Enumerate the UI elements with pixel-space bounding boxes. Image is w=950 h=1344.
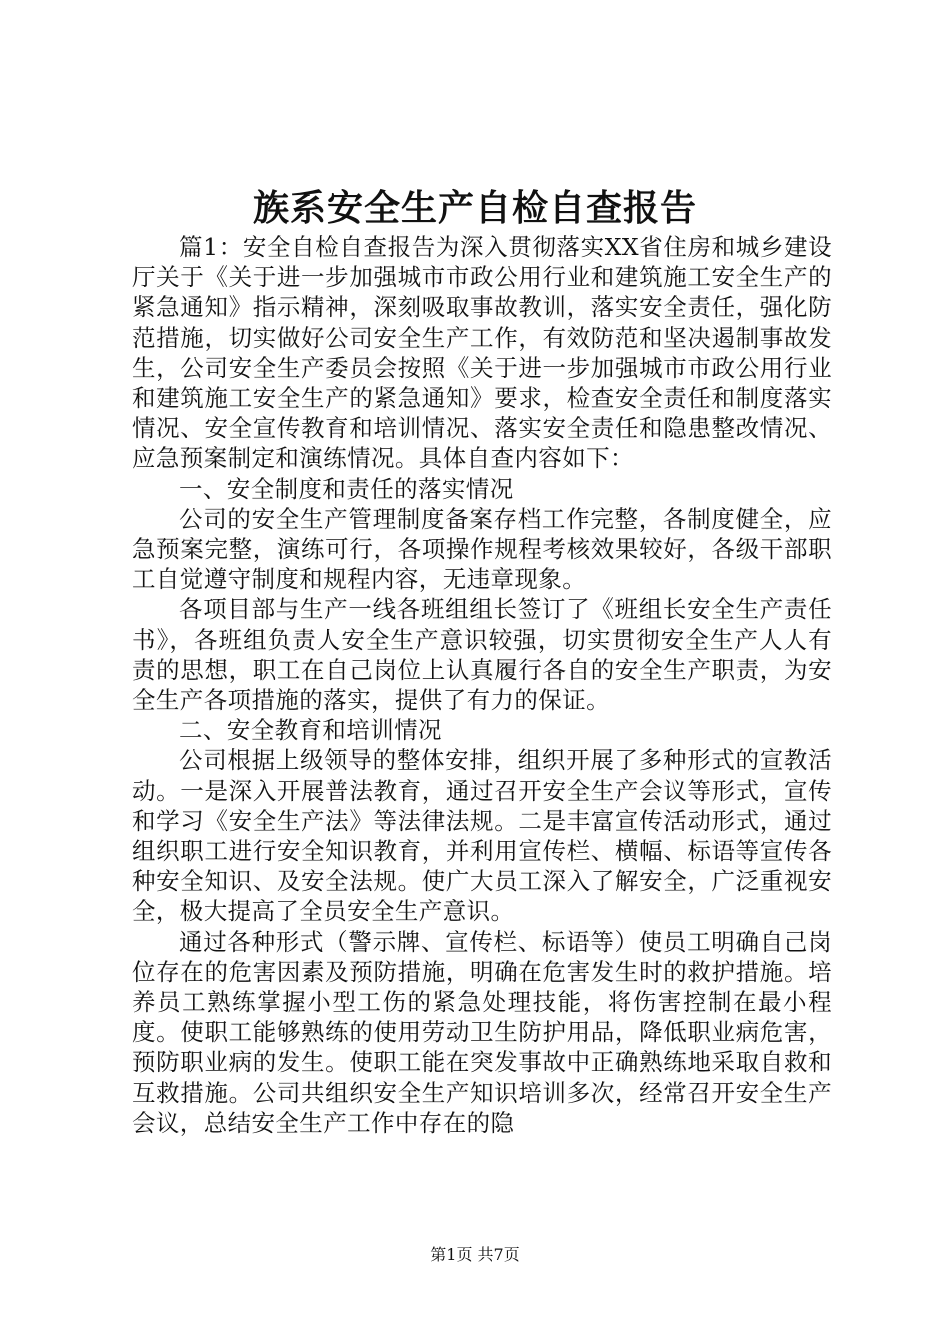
- paragraph-education: 公司根据上级领导的整体安排，组织开展了多种形式的宣教活动。一是深入开展普法教育，通过召开安全生产会议等形式，宣传和学习《安全生产法》等法律法规。二是丰富宣传活动形式，通过组织职工进行安全知识教育，并利用宣传栏、横幅、标语等宣传各种安全知识、及安全法规。使广大员工深入了解安全，广泛重视安全，极大提高了全员安全生产意识。: [132, 746, 832, 926]
- paragraph-intro: 篇1：安全自检自查报告为深入贯彻落实XX省住房和城乡建设厅关于《关于进一步加强城市市政公用行业和建筑施工安全生产的紧急通知》指示精神，深刻吸取事故教训，落实安全责任，强化防范措施，切实做好公司安全生产工作，有效防范和坚决遏制事故发生，公司安全生产委员会按照《关于进一步加强城市市政公用行业和建筑施工安全生产的紧急通知》要求，检查安全责任和制度落实情况、安全宣传教育和培训情况、落实安全责任和隐患整改情况、应急预案制定和演练情况。具体自查内容如下：: [132, 233, 832, 473]
- paragraph-training: 通过各种形式（警示牌、宣传栏、标语等）使员工明确自己岗位存在的危害因素及预防措施，明确在危害发生时的救护措施。培养员工熟练掌握小型工伤的紧急处理技能，将伤害控制在最小程度。使职工能够熟练的使用劳动卫生防护用品，降低职业病危害，预防职业病的发生。使职工能在突发事故中正确熟练地采取自救和互救措施。公司共组织安全生产知识培训多次，经常召开安全生产会议，总结安全生产工作中存在的隐: [132, 927, 832, 1137]
- paragraph-system: 公司的安全生产管理制度备案存档工作完整，各制度健全，应急预案完整，演练可行，各项操作规程考核效果较好，各级干部职工自觉遵守制度和规程内容，无违章现象。: [132, 504, 832, 594]
- paragraph-responsibility: 各项目部与生产一线各班组组长签订了《班组长安全生产责任书》，各班组负责人安全生产意识较强，切实贯彻安全生产人人有责的思想，职工在自己岗位上认真履行各自的安全生产职责，为安全生产各项措施的落实，提供了有力的保证。: [132, 595, 832, 715]
- document-body: [132, 232, 832, 1138]
- section-heading-2: 二、安全教育和培训情况: [179, 716, 442, 745]
- page-number: 第1页 共7页: [430, 1245, 520, 1264]
- document-title: 族系安全生产自检自查报告: [252, 187, 697, 229]
- section-heading-1: 一、安全制度和责任的落实情况: [179, 474, 514, 503]
